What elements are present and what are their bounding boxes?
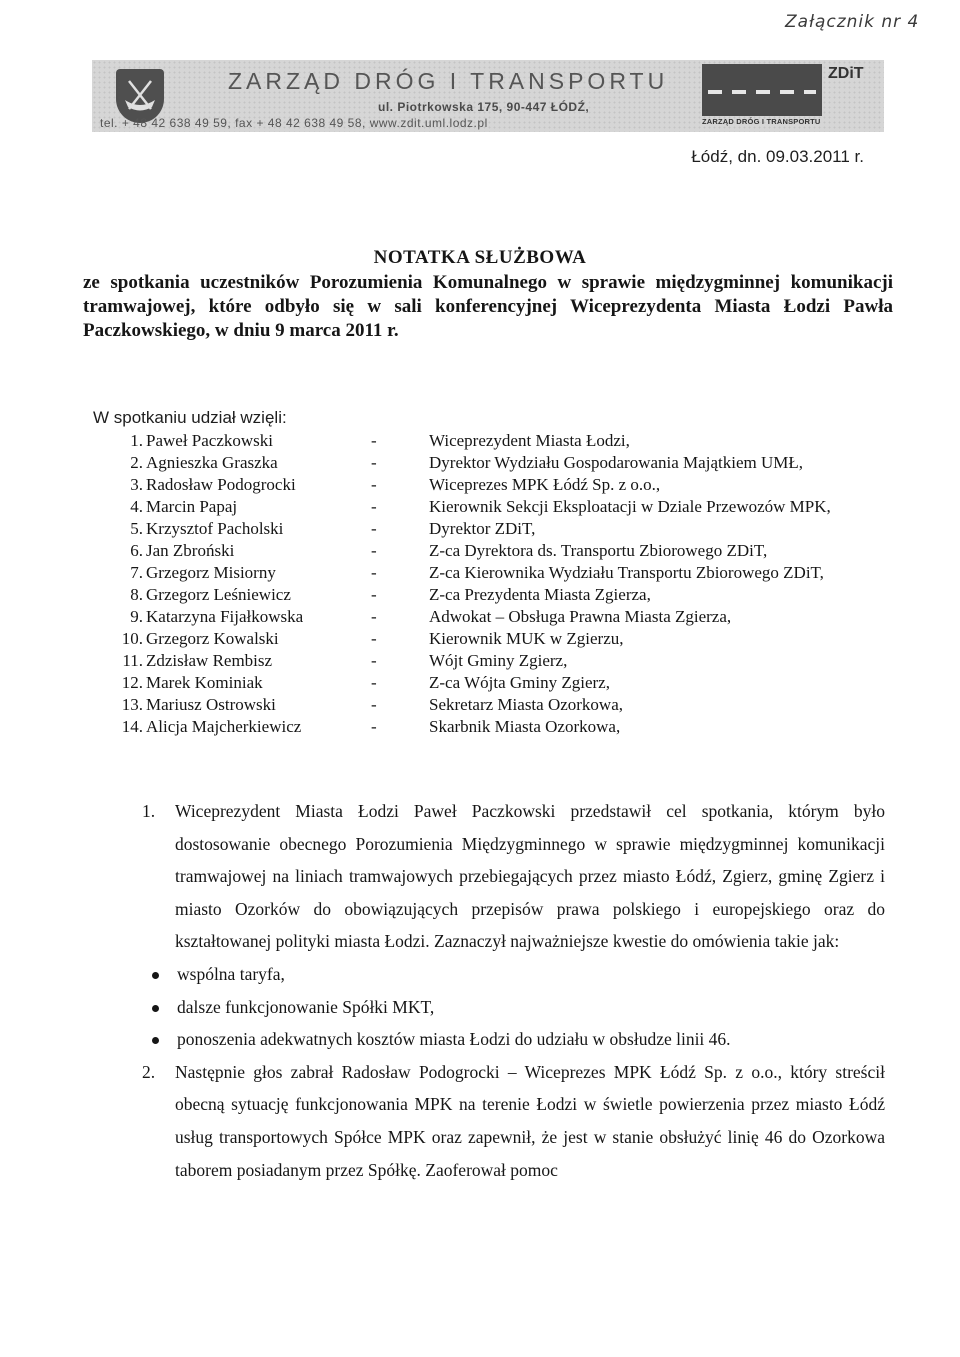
attendee-name: Mariusz Ostrowski — [146, 695, 276, 714]
attendee-dash: - — [371, 453, 377, 472]
attendee-number: 4. — [130, 497, 143, 516]
attendee-role: Wójt Gminy Zgierz, — [429, 651, 568, 670]
minutes-point — [120, 1056, 885, 1186]
point-text: Wiceprezydent Miasta Łodzi Paweł Paczkowski przedstawił cel spotkania, którym było dostosowanie obecnego Porozumienia Międzygminnego w sprawie międzygminnej komunikacji tramwajowej na liniach tramwajowych przebiegających przez miasto Łódź, Zgierz, gminę Zgierz i miasto Ozorków do obowiązujących przepisów prawa polskiego i europejskiego oraz do kształtowanej polityki miasta Łodzi. Zaznaczył najważniejsze kwestie do omówienia takie jak: — [175, 801, 885, 952]
attendee-role: Sekretarz Miasta Ozorkowa, — [429, 695, 624, 714]
attendee-dash: - — [371, 475, 377, 494]
point-text: Następnie głos zabrał Radosław Podogrocki – Wiceprezes MPK Łódź Sp. z o.o., który streścił obecną sytuację funkcjonowania MPK na terenie Łodzi w świetle powierzenia przez miasto Łódź usług transportowych Spółce MPK oraz zapewnił, że jest w stanie obsłużyć linię 46 do Ozorkowa taborem posiadanym przez Spółkę. Zaoferował pomoc — [175, 1061, 885, 1180]
attendee-role: Kierownik MUK w Zgierzu, — [429, 629, 624, 648]
attendee-name: Zdzisław Rembisz — [146, 651, 273, 670]
attendee-name: Katarzyna Fijałkowska — [146, 607, 304, 626]
point-bullet-list — [120, 958, 885, 1056]
attendee-role: Z-ca Dyrektora ds. Transportu Zbiorowego ZDiT, — [429, 541, 768, 560]
attendees-heading: W spotkaniu udział wzięli: — [93, 408, 287, 427]
attendee-name: Krzysztof Pacholski — [146, 519, 284, 538]
attendee-dash: - — [371, 629, 377, 648]
attendee-name: Agnieszka Graszka — [146, 453, 278, 472]
attendee-name: Grzegorz Leśniewicz — [146, 585, 291, 604]
attendee-dash: - — [371, 607, 377, 626]
attendee-role: Z-ca Prezydenta Miasta Zgierza, — [429, 585, 651, 604]
attendee-name: Alicja Majcherkiewicz — [146, 717, 302, 736]
attendee-role: Kierownik Sekcji Eksploatacji w Dziale Przewozów MPK, — [429, 497, 831, 516]
point-number: 1. — [142, 801, 156, 821]
attendee-number: 11. — [122, 651, 143, 670]
attendee-role: Dyrektor ZDiT, — [429, 519, 536, 538]
attendee-name: Radosław Podogrocki — [146, 475, 296, 494]
attendee-dash: - — [371, 673, 377, 692]
attendee-role: Skarbnik Miasta Ozorkowa, — [429, 717, 621, 736]
attendee-number: 13. — [121, 695, 143, 714]
attendee-dash: - — [371, 651, 377, 670]
attendee-dash: - — [371, 431, 377, 450]
attendee-dash: - — [371, 585, 377, 604]
attendee-dash: - — [371, 695, 377, 714]
city-crest-icon — [116, 69, 164, 123]
attendee-number: 14. — [121, 717, 143, 736]
attendee-name: Grzegorz Kowalski — [146, 629, 279, 648]
attendee-dash: - — [371, 541, 377, 560]
document-date: Łódź, dn. 09.03.2011 r. — [691, 147, 864, 166]
bullet-item: dalsze funkcjonowanie Spółki MKT, — [120, 991, 885, 1024]
attendee-number: 3. — [130, 475, 143, 494]
attendee-number: 2. — [130, 453, 143, 472]
attendee-role: Adwokat – Obsługa Prawna Miasta Zgierza, — [429, 607, 732, 626]
attendee-number: 1. — [130, 431, 143, 450]
attendee-name: Jan Zbroński — [146, 541, 235, 560]
attendee-number: 10. — [121, 629, 143, 648]
attendee-name: Paweł Paczkowski — [146, 431, 274, 450]
letterhead-org-name: ZARZĄD DRÓG I TRANSPORTU — [228, 68, 669, 94]
letterhead-address: ul. Piotrkowska 175, 90-447 ŁÓDŹ, — [378, 100, 590, 114]
bullet-item: wspólna taryfa, — [120, 958, 885, 991]
attendee-role: Z-ca Kierownika Wydziału Transportu Zbiorowego ZDiT, — [429, 563, 824, 582]
attendee-number: 6. — [130, 541, 143, 560]
attendee-role: Wiceprezes MPK Łódź Sp. z o.o., — [429, 475, 661, 494]
zdit-logo — [702, 64, 864, 128]
minutes-body — [120, 795, 885, 1186]
attendee-name: Marcin Papaj — [146, 497, 238, 516]
attendee-role: Z-ca Wójta Gminy Zgierz, — [429, 673, 610, 692]
point-number: 2. — [142, 1061, 156, 1082]
attendee-number: 5. — [130, 519, 143, 538]
attendee-number: 8. — [130, 585, 143, 604]
attendee-name: Marek Kominiak — [146, 673, 263, 692]
zdit-logo-block — [702, 64, 822, 116]
attendee-dash: - — [371, 519, 377, 538]
handwritten-annotation: Załącznik nr 4 — [785, 12, 920, 32]
letterhead-contact: tel. + 48 42 638 49 59, fax + 48 42 638 49 58, www.zdit.uml.lodz.pl — [100, 116, 488, 130]
attendee-dash: - — [371, 717, 377, 736]
zdit-logo-caption: ZARZĄD DRÓG I TRANSPORTU — [702, 117, 821, 126]
attendee-number: 9. — [130, 607, 143, 626]
document-title: NOTATKA SŁUŻBOWA — [373, 247, 587, 268]
attendee-number: 12. — [121, 673, 143, 692]
letterhead — [92, 60, 884, 132]
attendee-number: 7. — [130, 563, 143, 582]
attendee-name: Grzegorz Misiorny — [146, 563, 276, 582]
attendee-dash: - — [371, 497, 377, 516]
attendee-role: Wiceprezydent Miasta Łodzi, — [429, 431, 630, 450]
bullet-item: ponoszenia adekwatnych kosztów miasta Łodzi do udziału w obsłudze linii 46. — [120, 1023, 885, 1056]
attendee-role: Dyrektor Wydziału Gospodarowania Majątkiem UMŁ, — [429, 453, 803, 472]
attendee-dash: - — [371, 563, 377, 582]
minutes-point — [120, 795, 885, 958]
document-subtitle: ze spotkania uczestników Porozumienia Komunalnego w sprawie międzygminnej komunikacji tramwajowej, które odbyło się w sali konferencyjnej Wiceprezydenta Miasta Łodzi Pawła Paczkowskiego, w dniu 9 marca 2011 r. — [83, 272, 893, 341]
zdit-logo-vertical-text: ZDiT — [828, 65, 864, 82]
